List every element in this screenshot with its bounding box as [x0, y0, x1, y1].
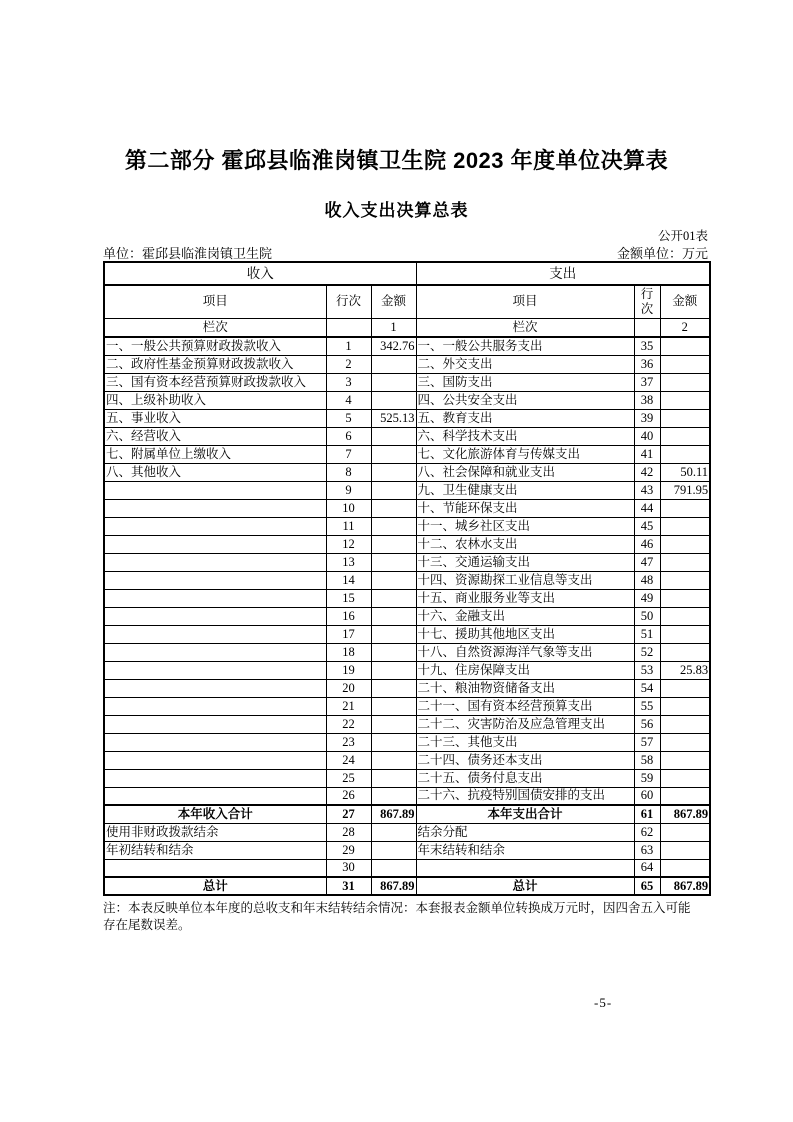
expense-amount-cell — [660, 787, 710, 805]
expense-amount-cell — [660, 769, 710, 787]
expense-rownum-cell: 54 — [634, 679, 660, 697]
expense-item-cell: 二十六、抗疫特别国债安排的支出 — [416, 787, 634, 805]
expense-amount-cell: 867.89 — [660, 805, 710, 823]
expense-item-cell: 三、国防支出 — [416, 373, 634, 391]
expense-amount-cell: 50.11 — [660, 463, 710, 481]
income-item-cell — [104, 751, 326, 769]
table-row — [104, 589, 710, 607]
expense-amount-cell — [660, 337, 710, 355]
income-item-cell — [104, 517, 326, 535]
expense-amount-cell: 25.83 — [660, 661, 710, 679]
income-item-cell — [104, 769, 326, 787]
income-item-cell — [104, 661, 326, 679]
expense-amount-cell — [660, 499, 710, 517]
income-item-cell — [104, 535, 326, 553]
income-item-cell: 本年收入合计 — [104, 805, 326, 823]
expense-item-cell: 总计 — [416, 877, 634, 895]
income-amount-cell — [371, 463, 416, 481]
expense-rownum-cell: 59 — [634, 769, 660, 787]
expense-item-cell: 十六、金融支出 — [416, 607, 634, 625]
expense-item-header: 项目 — [416, 285, 634, 318]
income-amount-cell — [371, 859, 416, 877]
income-amount-cell — [371, 625, 416, 643]
income-amount-cell — [371, 679, 416, 697]
expense-item-cell: 年末结转和结余 — [416, 841, 634, 859]
table-row — [104, 481, 710, 499]
expense-rownum-cell: 44 — [634, 499, 660, 517]
income-rownum-cell: 9 — [326, 481, 371, 499]
expense-item-cell: 十三、交通运输支出 — [416, 553, 634, 571]
expense-amount-cell — [660, 643, 710, 661]
income-amount-cell — [371, 643, 416, 661]
expense-item-cell: 二、外交支出 — [416, 355, 634, 373]
expense-item-cell: 二十、粮油物资储备支出 — [416, 679, 634, 697]
income-rownum-cell: 3 — [326, 373, 371, 391]
expense-rownum-cell: 46 — [634, 535, 660, 553]
expense-rownum-cell: 57 — [634, 733, 660, 751]
income-amount-cell — [371, 427, 416, 445]
expense-amount-cell — [660, 373, 710, 391]
income-rownum-cell: 29 — [326, 841, 371, 859]
table-row — [104, 355, 710, 373]
income-amount-cell — [371, 823, 416, 841]
income-item-cell — [104, 481, 326, 499]
income-amount-cell — [371, 661, 416, 679]
income-amount-cell — [371, 355, 416, 373]
income-rownum-cell: 2 — [326, 355, 371, 373]
income-rownum-cell: 8 — [326, 463, 371, 481]
expense-amount-cell — [660, 589, 710, 607]
expense-item-cell: 八、社会保障和就业支出 — [416, 463, 634, 481]
income-rownum-cell: 21 — [326, 697, 371, 715]
income-rownum-cell: 17 — [326, 625, 371, 643]
expense-item-cell: 二十一、国有资本经营预算支出 — [416, 697, 634, 715]
expense-amount-cell — [660, 625, 710, 643]
expense-rownum-cell: 64 — [634, 859, 660, 877]
income-amount-cell — [371, 445, 416, 463]
table-row — [104, 715, 710, 733]
income-amount-cell — [371, 607, 416, 625]
table-row — [104, 517, 710, 535]
expense-amount-header: 金额 — [660, 285, 710, 318]
expense-item-cell: 七、文化旅游体育与传媒支出 — [416, 445, 634, 463]
expense-item-cell: 本年支出合计 — [416, 805, 634, 823]
expense-item-cell: 四、公共安全支出 — [416, 391, 634, 409]
expense-amount-cell — [660, 679, 710, 697]
expense-rownum-cell: 35 — [634, 337, 660, 355]
income-amount-cell — [371, 391, 416, 409]
expense-item-cell: 十八、自然资源海洋气象等支出 — [416, 643, 634, 661]
income-item-header: 项目 — [104, 285, 326, 318]
section-header-row — [104, 262, 710, 285]
table-row — [104, 499, 710, 517]
expense-amount-cell — [660, 841, 710, 859]
income-amount-cell — [371, 535, 416, 553]
income-item-cell — [104, 733, 326, 751]
income-amount-cell — [371, 733, 416, 751]
expense-rownum-cell: 60 — [634, 787, 660, 805]
expense-rownum-cell: 43 — [634, 481, 660, 499]
table-row — [104, 409, 710, 427]
income-index-rownum-cell — [326, 318, 371, 337]
table-row — [104, 391, 710, 409]
expense-rownum-cell: 40 — [634, 427, 660, 445]
expense-amount-cell — [660, 751, 710, 769]
expense-rownum-cell: 56 — [634, 715, 660, 733]
footnote-line1: 注：本表反映单位本年度的总收支和年末结转结余情况：本套报表金额单位转换成万元时，因四舍五入可能 — [103, 901, 691, 915]
table-row — [104, 607, 710, 625]
expense-item-cell: 十一、城乡社区支出 — [416, 517, 634, 535]
expense-rownum-cell: 62 — [634, 823, 660, 841]
expense-amount-cell — [660, 427, 710, 445]
final-accounts-table — [103, 261, 711, 896]
income-rownum-header: 行次 — [326, 285, 371, 318]
page-title: 第二部分 霍邱县临淮岗镇卫生院 2023 年度单位决算表 — [124, 148, 669, 173]
income-rownum-cell: 5 — [326, 409, 371, 427]
income-rownum-cell: 16 — [326, 607, 371, 625]
income-rownum-cell: 22 — [326, 715, 371, 733]
income-section-header: 收入 — [104, 262, 416, 285]
expense-rownum-cell: 37 — [634, 373, 660, 391]
table-row — [104, 697, 710, 715]
income-item-cell — [104, 589, 326, 607]
income-rownum-cell: 31 — [326, 877, 371, 895]
income-amount-cell — [371, 589, 416, 607]
table-row — [104, 787, 710, 805]
income-item-cell — [104, 859, 326, 877]
income-amount-header: 金额 — [371, 285, 416, 318]
page-number: -5- — [594, 995, 613, 1010]
income-rownum-cell: 25 — [326, 769, 371, 787]
income-rownum-cell: 27 — [326, 805, 371, 823]
income-item-cell — [104, 571, 326, 589]
income-item-cell: 一、一般公共预算财政拨款收入 — [104, 337, 326, 355]
expense-item-cell: 一、一般公共服务支出 — [416, 337, 634, 355]
expense-rownum-cell: 53 — [634, 661, 660, 679]
expense-item-cell: 十、节能环保支出 — [416, 499, 634, 517]
table-row — [104, 553, 710, 571]
expense-item-cell: 十九、住房保障支出 — [416, 661, 634, 679]
income-index-number: 1 — [371, 318, 416, 337]
expense-amount-cell — [660, 445, 710, 463]
income-amount-cell — [371, 499, 416, 517]
income-rownum-cell: 10 — [326, 499, 371, 517]
income-amount-cell — [371, 787, 416, 805]
income-rownum-cell: 13 — [326, 553, 371, 571]
income-amount-cell — [371, 553, 416, 571]
unit-name-label: 单位：霍邱县临淮岗镇卫生院 — [103, 246, 273, 261]
table-title: 收入支出决算总表 — [324, 201, 469, 220]
income-amount-cell — [371, 751, 416, 769]
table-row — [104, 625, 710, 643]
income-item-cell: 六、经营收入 — [104, 427, 326, 445]
income-amount-cell — [371, 715, 416, 733]
expense-rownum-cell: 42 — [634, 463, 660, 481]
table-row — [104, 859, 710, 877]
income-item-cell — [104, 679, 326, 697]
expense-amount-cell — [660, 697, 710, 715]
table-row — [104, 571, 710, 589]
table-row — [104, 373, 710, 391]
expense-item-cell: 六、科学技术支出 — [416, 427, 634, 445]
expense-amount-cell — [660, 553, 710, 571]
income-amount-cell: 867.89 — [371, 805, 416, 823]
income-rownum-cell: 1 — [326, 337, 371, 355]
table-body — [104, 337, 710, 895]
table-row — [104, 805, 710, 823]
expense-amount-cell — [660, 715, 710, 733]
income-rownum-cell: 14 — [326, 571, 371, 589]
income-rownum-cell: 18 — [326, 643, 371, 661]
income-amount-cell — [371, 841, 416, 859]
expense-item-cell: 十四、资源勘探工业信息等支出 — [416, 571, 634, 589]
income-item-cell — [104, 715, 326, 733]
income-rownum-cell: 28 — [326, 823, 371, 841]
income-item-cell: 五、事业收入 — [104, 409, 326, 427]
expense-index-rownum-cell — [634, 318, 660, 337]
expense-amount-cell — [660, 733, 710, 751]
table-row — [104, 463, 710, 481]
footnote-line2: 存在尾数误差。 — [103, 918, 191, 932]
expense-rownum-cell: 39 — [634, 409, 660, 427]
unit-info-row — [103, 243, 708, 262]
expense-item-cell: 十二、农林水支出 — [416, 535, 634, 553]
expense-rownum-cell: 38 — [634, 391, 660, 409]
income-amount-cell — [371, 481, 416, 499]
income-rownum-cell: 23 — [326, 733, 371, 751]
expense-section-header: 支出 — [416, 262, 710, 285]
table-row — [104, 427, 710, 445]
income-item-cell: 七、附属单位上缴收入 — [104, 445, 326, 463]
expense-amount-cell — [660, 571, 710, 589]
expense-rownum-cell: 55 — [634, 697, 660, 715]
expense-rownum-cell: 58 — [634, 751, 660, 769]
income-item-cell — [104, 499, 326, 517]
income-item-cell — [104, 553, 326, 571]
table-row — [104, 337, 710, 355]
expense-amount-cell — [660, 607, 710, 625]
income-rownum-cell: 6 — [326, 427, 371, 445]
income-amount-cell — [371, 571, 416, 589]
income-rownum-cell: 15 — [326, 589, 371, 607]
income-item-cell: 四、上级补助收入 — [104, 391, 326, 409]
income-item-cell: 二、政府性基金预算财政拨款收入 — [104, 355, 326, 373]
table-row — [104, 733, 710, 751]
expense-rownum-cell: 61 — [634, 805, 660, 823]
income-rownum-cell: 26 — [326, 787, 371, 805]
income-rownum-cell: 30 — [326, 859, 371, 877]
income-rownum-cell: 24 — [326, 751, 371, 769]
expense-index-label: 栏次 — [416, 318, 634, 337]
income-item-cell: 三、国有资本经营预算财政拨款收入 — [104, 373, 326, 391]
income-amount-cell — [371, 373, 416, 391]
expense-item-cell: 十五、商业服务业等支出 — [416, 589, 634, 607]
income-amount-cell — [371, 697, 416, 715]
expense-rownum-cell: 51 — [634, 625, 660, 643]
expense-rownum-cell: 65 — [634, 877, 660, 895]
expense-amount-cell: 867.89 — [660, 877, 710, 895]
table-row — [104, 643, 710, 661]
income-amount-cell — [371, 517, 416, 535]
income-amount-cell: 867.89 — [371, 877, 416, 895]
expense-item-cell: 十七、援助其他地区支出 — [416, 625, 634, 643]
expense-amount-cell: 791.95 — [660, 481, 710, 499]
table-row — [104, 661, 710, 679]
expense-rownum-cell: 50 — [634, 607, 660, 625]
table-row — [104, 841, 710, 859]
income-item-cell — [104, 787, 326, 805]
expense-amount-cell — [660, 409, 710, 427]
income-item-cell: 使用非财政拨款结余 — [104, 823, 326, 841]
income-item-cell: 八、其他收入 — [104, 463, 326, 481]
table-row — [104, 679, 710, 697]
income-index-label: 栏次 — [104, 318, 326, 337]
expense-item-cell: 结余分配 — [416, 823, 634, 841]
expense-amount-cell — [660, 517, 710, 535]
income-item-cell: 总计 — [104, 877, 326, 895]
expense-item-cell: 二十三、其他支出 — [416, 733, 634, 751]
expense-amount-cell — [660, 391, 710, 409]
expense-rownum-cell: 49 — [634, 589, 660, 607]
expense-rownum-cell: 48 — [634, 571, 660, 589]
expense-item-cell: 二十四、债务还本支出 — [416, 751, 634, 769]
expense-item-cell — [416, 859, 634, 877]
income-item-cell — [104, 697, 326, 715]
income-rownum-cell: 4 — [326, 391, 371, 409]
income-item-cell: 年初结转和结余 — [104, 841, 326, 859]
expense-rownum-cell: 47 — [634, 553, 660, 571]
table-row — [104, 445, 710, 463]
expense-item-cell: 二十五、债务付息支出 — [416, 769, 634, 787]
income-item-cell — [104, 625, 326, 643]
expense-amount-cell — [660, 535, 710, 553]
expense-rownum-cell: 36 — [634, 355, 660, 373]
table-row — [104, 877, 710, 895]
income-item-cell — [104, 643, 326, 661]
income-amount-cell: 525.13 — [371, 409, 416, 427]
expense-rownum-header: 行次 — [634, 285, 660, 318]
expense-amount-cell — [660, 355, 710, 373]
column-index-row — [104, 318, 710, 337]
expense-amount-cell — [660, 823, 710, 841]
expense-item-cell: 二十二、灾害防治及应急管理支出 — [416, 715, 634, 733]
footnote — [103, 900, 711, 934]
amount-unit-label: 金额单位：万元 — [616, 246, 708, 261]
expense-rownum-cell: 45 — [634, 517, 660, 535]
table-row — [104, 823, 710, 841]
expense-rownum-cell: 41 — [634, 445, 660, 463]
expense-rownum-cell: 63 — [634, 841, 660, 859]
table-row — [104, 751, 710, 769]
income-rownum-cell: 20 — [326, 679, 371, 697]
expense-index-number: 2 — [660, 318, 710, 337]
public-form-label: 公开01表 — [657, 229, 708, 243]
expense-item-cell: 五、教育支出 — [416, 409, 634, 427]
table-row — [104, 769, 710, 787]
income-rownum-cell: 19 — [326, 661, 371, 679]
income-rownum-cell: 7 — [326, 445, 371, 463]
income-item-cell — [104, 607, 326, 625]
expense-amount-cell — [660, 859, 710, 877]
income-amount-cell: 342.76 — [371, 337, 416, 355]
income-amount-cell — [371, 769, 416, 787]
income-rownum-cell: 11 — [326, 517, 371, 535]
income-rownum-cell: 12 — [326, 535, 371, 553]
column-header-row — [104, 285, 710, 318]
expense-item-cell: 九、卫生健康支出 — [416, 481, 634, 499]
table-row — [104, 535, 710, 553]
expense-rownum-cell: 52 — [634, 643, 660, 661]
